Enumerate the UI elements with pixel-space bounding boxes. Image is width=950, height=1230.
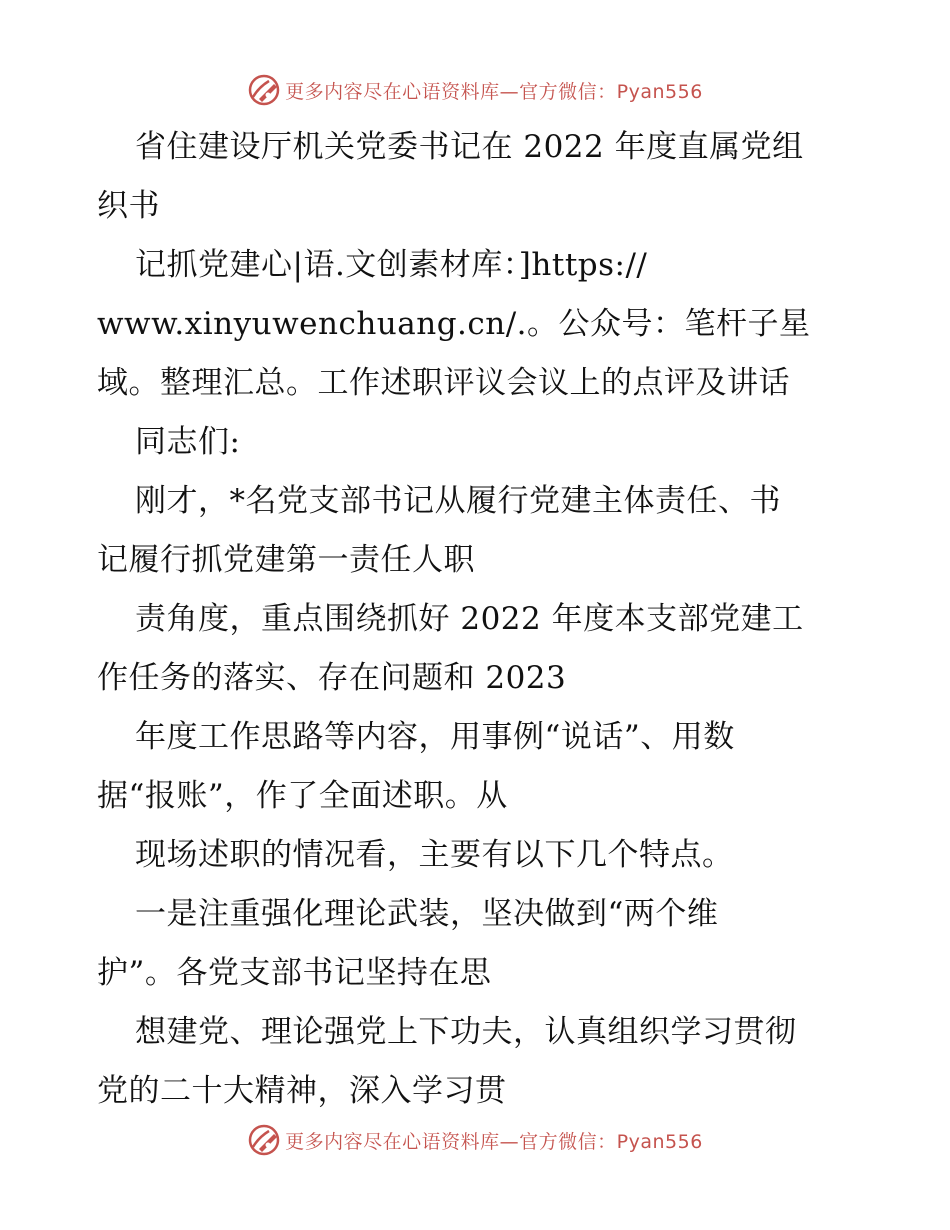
document-body [97, 118, 857, 1121]
text-line: 省住建设厅机关党委书记在 2022 年度直属党组 [135, 129, 804, 165]
header-banner [0, 70, 950, 110]
header-banner-text: 更多内容尽在心语资料库—官方微信：Pyan556 [285, 80, 703, 103]
text-line: 责角度，重点围绕抓好 2022 年度本支部党建工 [135, 601, 804, 637]
text-line: 据“报账”，作了全面述职。从 [97, 778, 508, 814]
pen-logo-icon [247, 1123, 281, 1157]
text-line: 记抓党建心|语.文创素材库：]https:// [135, 247, 648, 283]
text-line: 一是注重强化理论武装，坚决做到“两个维 [135, 896, 719, 932]
text-line: 年度工作思路等内容，用事例“说话”、用数 [135, 719, 735, 755]
text-line: www.xinyuwenchuang.cn/.。公众号：笔杆子星 [97, 306, 811, 342]
text-line: 想建党、理论强党上下功夫，认真组织学习贯彻 [135, 1014, 797, 1050]
text-line: 织书 [97, 188, 160, 224]
text-line: 刚才，*名党支部书记从履行党建主体责任、书 [135, 483, 781, 519]
text-line: 护”。各党支部书记坚持在思 [97, 955, 492, 991]
text-line: 域。整理汇总。工作述职评议会议上的点评及讲话 [97, 365, 790, 401]
text-line: 记履行抓党建第一责任人职 [97, 542, 475, 578]
text-line: 现场述职的情况看，主要有以下几个特点。 [135, 837, 734, 873]
pen-logo-icon [247, 73, 281, 107]
footer-banner [0, 1120, 950, 1160]
footer-banner-text: 更多内容尽在心语资料库—官方微信：Pyan556 [285, 1130, 703, 1153]
text-line: 党的二十大精神，深入学习贯 [97, 1073, 507, 1109]
text-line: 同志们: [135, 424, 241, 460]
text-line: 作任务的落实、存在问题和 2023 [97, 660, 567, 696]
